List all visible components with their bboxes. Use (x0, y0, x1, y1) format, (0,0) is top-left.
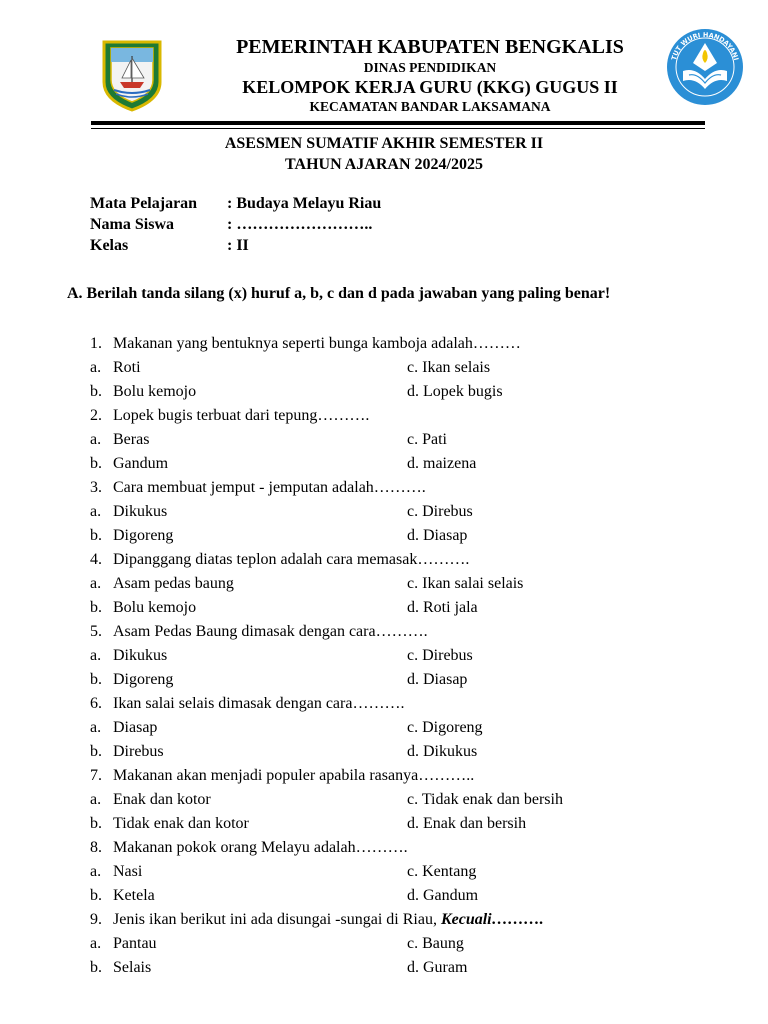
option-text: Dikukus (423, 743, 478, 760)
option-row (90, 860, 710, 884)
option-row (90, 716, 710, 740)
header-rule-thick (91, 121, 705, 125)
option-letter: c. (407, 863, 423, 880)
option-row (90, 668, 710, 692)
option-a[interactable]: a. Nasi (90, 863, 143, 880)
option-text: Tidak enak dan kotor (113, 815, 249, 832)
option-text: Selais (113, 959, 152, 976)
option-text: Gandum (113, 455, 169, 472)
question-list (90, 332, 710, 980)
option-letter: c. (407, 503, 423, 520)
option-c[interactable] (407, 716, 483, 740)
option-letter: d. (407, 959, 423, 976)
option-text: Guram (423, 959, 468, 976)
option-text: Nasi (113, 863, 143, 880)
question-text: Ikan salai selais dimasak dengan cara………. (113, 695, 405, 712)
option-row (90, 788, 710, 812)
question-item (90, 476, 710, 500)
option-text: Dikukus (113, 503, 168, 520)
option-letter: d. (407, 599, 423, 616)
option-a[interactable]: a. Dikukus (90, 503, 168, 520)
option-text: Tidak enak dan bersih (421, 791, 563, 808)
option-c[interactable] (407, 428, 447, 452)
option-b[interactable]: b. Bolu kemojo (90, 599, 197, 616)
option-c[interactable] (407, 644, 473, 668)
option-text: Roti (113, 359, 141, 376)
option-d[interactable] (407, 956, 467, 980)
option-text: Digoreng (113, 527, 174, 544)
option-letter: d. (407, 455, 423, 472)
option-text: Ikan salai selais (422, 575, 524, 592)
question-number: 4. (90, 551, 102, 568)
meta-label: Mata Pelajaran (90, 195, 198, 212)
option-text: Ikan selais (422, 359, 491, 376)
meta-value: : …………………….. (227, 216, 373, 233)
section-a-instruction: A. Berilah tanda silang (x) huruf a, b, c dan d pada jawaban yang paling benar! (67, 285, 611, 302)
option-row (90, 452, 710, 476)
question-number: 3. (90, 479, 102, 496)
option-text: Dikukus (113, 647, 168, 664)
question-text: Dipanggang diatas teplon adalah cara memasak………. (113, 551, 470, 568)
option-text: Direbus (113, 743, 164, 760)
option-letter: d. (407, 887, 423, 904)
bengkalis-emblem-logo (100, 38, 164, 112)
question-item (90, 332, 710, 356)
logo-motto-text: TUT WURI HANDAYANI (669, 30, 741, 62)
option-text: Lopek bugis (423, 383, 503, 400)
option-c[interactable] (407, 356, 490, 380)
option-row (90, 356, 710, 380)
option-text: Enak dan bersih (423, 815, 527, 832)
question-number: 2. (90, 407, 102, 424)
option-text: Pantau (113, 935, 157, 952)
option-text: Roti jala (423, 599, 478, 616)
option-letter: d. (407, 743, 423, 760)
option-row (90, 428, 710, 452)
meta-class (90, 237, 249, 255)
option-text: Diasap (113, 719, 158, 736)
option-b[interactable]: b. Selais (90, 959, 152, 976)
option-row (90, 956, 710, 980)
option-c[interactable] (407, 500, 473, 524)
question-item (90, 620, 710, 644)
question-text: Cara membuat jemput - jemputan adalah………. (113, 479, 426, 496)
option-letter: d. (407, 527, 423, 544)
option-row (90, 812, 710, 836)
option-letter: c. (407, 647, 423, 664)
option-text: Ketela (113, 887, 155, 904)
option-d[interactable] (407, 884, 478, 908)
option-text: Kentang (422, 863, 477, 880)
option-letter: d. (407, 671, 423, 688)
option-a[interactable]: a. Diasap (90, 719, 158, 736)
option-c[interactable] (407, 860, 476, 884)
option-b[interactable]: b. Digoreng (90, 671, 174, 688)
meta-label: Nama Siswa (90, 216, 175, 233)
option-a[interactable]: a. Asam pedas baung (90, 575, 234, 592)
option-b[interactable]: b. Bolu kemojo (90, 383, 197, 400)
option-row (90, 500, 710, 524)
option-a[interactable]: a. Pantau (90, 935, 157, 952)
option-row (90, 644, 710, 668)
question-text: Jenis ikan berikut ini ada disungai -sungai di Riau, (113, 911, 441, 928)
meta-label: Kelas (90, 237, 129, 254)
option-letter: c. (407, 575, 423, 592)
header-department: DINAS PENDIDIKAN (363, 60, 497, 75)
option-a[interactable]: a. Dikukus (90, 647, 168, 664)
option-text: Beras (113, 431, 150, 448)
question-number: 6. (90, 695, 102, 712)
question-item (90, 548, 710, 572)
option-d[interactable] (407, 380, 503, 404)
meta-subject (90, 195, 381, 213)
option-b[interactable]: b. Tidak enak dan kotor (90, 815, 249, 832)
meta-value: : Budaya Melayu Riau (227, 195, 382, 212)
question-number: 7. (90, 767, 102, 784)
option-text: maizena (423, 455, 477, 472)
option-letter: c. (407, 935, 423, 952)
header-kkg: KELOMPOK KERJA GURU (KKG) GUGUS II (242, 77, 618, 97)
option-a[interactable]: a. Enak dan kotor (90, 791, 211, 808)
question-text: Makanan akan menjadi populer apabila rasanya……….. (113, 767, 475, 784)
option-row (90, 740, 710, 764)
question-text: Asam Pedas Baung dimasak dengan cara………. (113, 623, 428, 640)
option-letter: c. (407, 359, 423, 376)
question-number: 8. (90, 839, 102, 856)
option-c[interactable] (407, 572, 523, 596)
option-letter: d. (407, 815, 423, 832)
option-d[interactable] (407, 596, 478, 620)
option-b[interactable]: b. Gandum (90, 455, 169, 472)
option-text: Gandum (423, 887, 479, 904)
exam-year: TAHUN AJARAN 2024/2025 (285, 156, 483, 173)
option-b[interactable]: b. Digoreng (90, 527, 174, 544)
option-text: Asam pedas baung (113, 575, 234, 592)
question-item (90, 692, 710, 716)
option-d[interactable] (407, 524, 467, 548)
question-emphasis: Kecuali………. (440, 911, 544, 928)
option-b[interactable]: b. Direbus (90, 743, 164, 760)
question-number: 1. (90, 335, 102, 352)
option-text: Digoreng (113, 671, 174, 688)
option-text: Digoreng (422, 719, 483, 736)
option-text: Bolu kemojo (113, 599, 197, 616)
option-text: Direbus (422, 503, 473, 520)
header-government: PEMERINTAH KABUPATEN BENGKALIS (236, 36, 624, 58)
option-text: Bolu kemojo (113, 383, 197, 400)
exam-title: ASESMEN SUMATIF AKHIR SEMESTER II (224, 135, 544, 152)
option-text: Enak dan kotor (113, 791, 211, 808)
option-d[interactable] (407, 740, 477, 764)
option-d[interactable] (407, 452, 476, 476)
question-number: 9. (90, 911, 102, 928)
option-text: Baung (422, 935, 464, 952)
option-d[interactable] (407, 668, 467, 692)
question-text: Makanan yang bentuknya seperti bunga kamboja adalah……… (113, 335, 521, 352)
option-row (90, 572, 710, 596)
option-row (90, 932, 710, 956)
option-b[interactable]: b. Ketela (90, 887, 155, 904)
header-district: KECAMATAN BANDAR LAKSAMANA (309, 99, 551, 114)
question-text: Lopek bugis terbuat dari tepung………. (113, 407, 370, 424)
question-item (90, 404, 710, 428)
option-text: Diasap (423, 671, 468, 688)
meta-value: : II (227, 237, 249, 254)
question-item (90, 908, 710, 932)
option-letter: c. (407, 791, 422, 808)
option-row (90, 596, 710, 620)
option-a[interactable]: a. Roti (90, 359, 141, 376)
question-item (90, 764, 710, 788)
option-c[interactable] (407, 932, 464, 956)
option-text: Pati (422, 431, 447, 448)
option-letter: c. (407, 719, 423, 736)
option-text: Diasap (423, 527, 468, 544)
question-text: Makanan pokok orang Melayu adalah………. (113, 839, 408, 856)
option-row (90, 524, 710, 548)
meta-student-name (90, 216, 372, 234)
option-letter: c. (407, 431, 423, 448)
question-number: 5. (90, 623, 102, 640)
option-letter: d. (407, 383, 423, 400)
option-a[interactable]: a. Beras (90, 431, 150, 448)
header-rule-thin (91, 128, 705, 129)
option-text: Direbus (422, 647, 473, 664)
question-item (90, 836, 710, 860)
option-row (90, 884, 710, 908)
option-c[interactable] (407, 788, 563, 812)
option-row (90, 380, 710, 404)
option-d[interactable] (407, 812, 526, 836)
